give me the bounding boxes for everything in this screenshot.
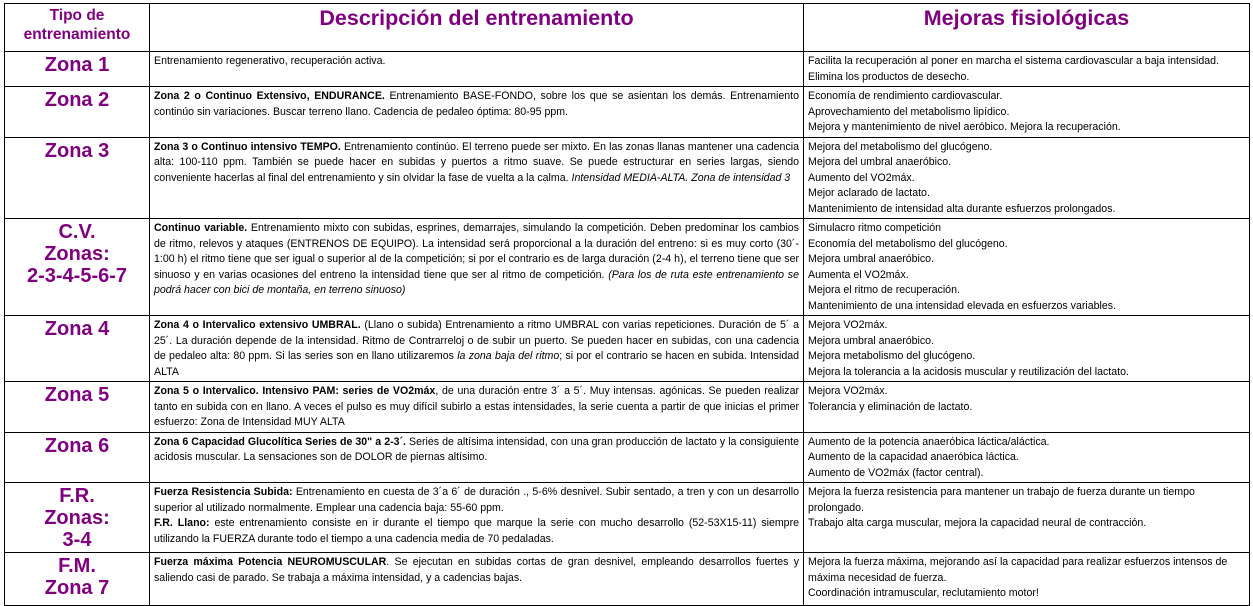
- mejoras-cell: [804, 316, 1250, 382]
- mejoras-cell: [804, 483, 1250, 553]
- description-text: Entrenamiento mixto con subidas, esprines, demarrajes, simulando la competición. Deben predominar los cambios de ritmo, relevos y ataques (ENTRENOS DE EQUIPO). La intensidad será proporcional a la duración del entreno: si es muy corto (30´- 1:00 h) el ritmo tiene que ser igual o superior al de la competición; si por el contrario es de larga duración (2-4 h), el terreno tiene que ser sinuoso y en varias ocasiones del entreno la intensidad tiene que ser al ritmo de competición.: [154, 222, 799, 281]
- description-text: este entrenamiento consiste en ir durante el tiempo que marque la serie con mucho desarrollo (52-53X15-11) siempre utilizando la FUERZA durante todo el tiempo a una cadencia media de 70 pedaladas.: [154, 517, 799, 545]
- description-text: Entrenamiento continúo. El terreno puede ser mixto. En las zonas llanas mantener una cadencia alta: 100-110 ppm. También se puede hacer en subidas y puertos a ritmo suave. Se puede estructurar en series largas, siendo conveniente hacerlas al final del entrenamiento y sin olvidar la fase de vuelta a la calma.: [154, 140, 799, 184]
- mejora-item: Aumento del VO2máx.: [808, 171, 915, 184]
- mejoras-cell: [804, 553, 1250, 606]
- zone-label: Zona 3: [44, 139, 110, 162]
- mejora-item: Mantenimiento de una intensidad elevada en esfuerzos variables.: [808, 299, 1117, 312]
- mejora-item: Economía de rendimiento cardiovascular.: [808, 90, 1003, 102]
- table-row: [5, 137, 1250, 219]
- zone-cell: [5, 87, 150, 138]
- mejora-item: Mantenimiento de intensidad alta durante esfuerzos prolongados.: [808, 202, 1116, 215]
- description-text: Entrenamiento en cuesta de 3´a 6´ de duración ., 5-6% desnivel. Subir sentado, a tren y con un desarrollo superior al utilizado normalmente. Emplear una cadencia baja: 55-60 ppm.: [154, 486, 799, 514]
- table-row: [5, 553, 1250, 606]
- mejora-item: Mejora metabolismo del glucógeno.: [808, 350, 976, 362]
- mejora-item: Mejora la fuerza máxima, mejorando así la capacidad para realizar esfuerzos intensos de máxima necesidad de fuerza.: [808, 556, 1228, 584]
- zone-label: Zonas:: [44, 507, 110, 529]
- zone-label: Zonas:: [44, 243, 110, 265]
- table-row: [5, 87, 1250, 138]
- header-tipo: [5, 4, 150, 52]
- description-title: Continuo variable.: [154, 222, 248, 234]
- training-zones-table: [4, 3, 1250, 606]
- zone-label: Zona 5: [44, 384, 110, 406]
- table-body: [5, 52, 1250, 606]
- mejora-item: Mejora VO2máx.: [808, 385, 888, 397]
- description-text: . Se ejecutan en subidas cortas de gran desnivel, empleando desarrollos fuertes y saliendo casi de parado. Se trabaja a máxima intensidad, y a cadencias bajas.: [154, 556, 799, 584]
- description-cell: [150, 52, 804, 87]
- zone-label: C.V.: [58, 221, 96, 243]
- description-title: Zona 4 o Intervalico extensivo UMBRAL.: [154, 319, 361, 331]
- zone-label: 2-3-4-5-6-7: [26, 265, 128, 287]
- mejora-item: Mejora la fuerza resistencia para mantener un trabajo de fuerza durante un tiempo prolongado.: [808, 486, 1195, 514]
- description-cell: [150, 432, 804, 483]
- zone-label: Zona 6: [44, 434, 110, 457]
- description-cell: [150, 553, 804, 606]
- zone-label: Zona 4: [44, 318, 110, 340]
- zone-cell: [5, 432, 150, 483]
- mejora-item: Mejora del umbral anaeróbico.: [808, 156, 952, 168]
- mejora-item: Mejora del metabolismo del glucógeno.: [808, 140, 993, 153]
- zone-label: 3-4: [62, 529, 92, 551]
- description-title: Zona 5 o Intervalico. Intensivo PAM: series de VO2máx: [154, 385, 436, 397]
- zone-cell: [5, 553, 150, 606]
- header-descripcion: Descripción del entrenamiento: [150, 4, 804, 52]
- mejora-item: Facilita la recuperación al poner en marcha el sistema cardiovascular a baja intensidad. Elimina los productos de desecho.: [808, 55, 1220, 83]
- mejora-item: Aumento de VO2máx (factor central).: [808, 466, 984, 479]
- mejora-item: Mejora VO2máx.: [808, 319, 888, 331]
- zone-cell: [5, 382, 150, 433]
- zone-cell: [5, 483, 150, 553]
- mejoras-cell: [804, 137, 1250, 219]
- description-text: Entrenamiento regenerativo, recuperación activa.: [154, 55, 386, 67]
- table-row: [5, 316, 1250, 382]
- zone-label: F.R.: [59, 485, 95, 507]
- header-mejoras: Mejoras fisiológicas: [804, 4, 1250, 52]
- description-text: ; si por el contrario se hacen en subida. Intensidad ALTA: [154, 350, 799, 378]
- table-row: [5, 52, 1250, 87]
- description-title: Fuerza Resistencia Subida:: [154, 486, 293, 498]
- description-title: Zona 2 o Continuo Extensivo, ENDURANCE.: [154, 90, 385, 102]
- description-cell: [150, 219, 804, 316]
- description-title: F.R. Llano:: [154, 517, 210, 529]
- mejora-item: Mejor aclarado de lactato.: [808, 187, 930, 199]
- zone-cell: [5, 219, 150, 316]
- description-italic-text: Intensidad MEDIA-ALTA. Zona de intensidad 3: [571, 171, 791, 184]
- mejoras-cell: [804, 219, 1250, 316]
- mejora-item: Mejora y mantenimiento de nivel aeróbico. Mejora la recuperación.: [808, 121, 1121, 133]
- table-row: [5, 382, 1250, 433]
- mejora-item: Aumento de la capacidad anaeróbica láctica.: [808, 451, 1019, 463]
- mejora-item: Aprovechamiento del metabolismo lipídico.: [808, 105, 1010, 118]
- table-row: [5, 432, 1250, 483]
- table-row: [5, 219, 1250, 316]
- table-row: [5, 483, 1250, 553]
- mejoras-cell: [804, 432, 1250, 483]
- mejora-item: Tolerancia y eliminación de lactato.: [808, 400, 973, 413]
- description-cell: [150, 483, 804, 553]
- mejora-item: Trabajo alta carga muscular, mejora la capacidad neural de contracción.: [808, 517, 1147, 529]
- zone-label: Zona 2: [44, 89, 110, 111]
- description-title: Zona 6 Capacidad Glucolítica Series de 30" a 2-3´.: [154, 435, 406, 448]
- description-italic-text: la zona baja del ritmo: [457, 350, 560, 362]
- zone-label: Zona 1: [44, 54, 110, 76]
- header-tipo-line2: entrenamiento: [23, 26, 131, 43]
- description-text: , de una duración entre 3´ a 5´. Muy intensas. agónicas. Se pueden realizar tanto en subida con en llano. A veces el pulso es muy difícil subirlo a estas intensidades, la serie cuenta a partir de que inicias el primer esfuerzo: Zona de Intensidad MUY ALTA: [154, 385, 799, 428]
- description-cell: [150, 87, 804, 138]
- mejora-item: Simulacro ritmo competición: [808, 222, 942, 234]
- description-cell: [150, 316, 804, 382]
- zone-label: F.M.: [58, 555, 96, 577]
- description-text: Entrenamiento BASE-FONDO, sobre los que se asientan los demás. Entrenamiento continúo sin variaciones. Buscar terreno llano. Cadencia de pedaleo óptima: 80-95 ppm.: [154, 90, 799, 118]
- description-title: Fuerza máxima Potencia NEUROMUSCULAR: [154, 556, 387, 568]
- zone-cell: [5, 137, 150, 219]
- description-italic-text: (Para los de ruta este entrenamiento se podrá hacer con bici de montaña, en terreno sinuoso): [154, 268, 799, 296]
- mejoras-cell: [804, 52, 1250, 87]
- mejoras-cell: [804, 87, 1250, 138]
- mejora-item: Economía del metabolismo del glucógeno.: [808, 237, 1008, 250]
- zone-label: Zona 7: [44, 577, 110, 599]
- mejora-item: Coordinación intramuscular, reclutamiento motor!: [808, 587, 1039, 599]
- header-tipo-line1: Tipo de: [49, 7, 105, 24]
- description-cell: [150, 137, 804, 219]
- description-text: (Llano o subida) Entrenamiento a ritmo UMBRAL con varias repeticiones. Duración de 5´ a 25´. La duración depende de la intensidad. Ritmo de Contrarreloj o de subir un puerto. Se pueden hacer en subidas, con una cadencia de pedaleo alta: 80 ppm. Si las series son en llano utilizaremos: [154, 319, 800, 362]
- description-text: Series de altísima intensidad, con una gran producción de lactato y la consiguiente acidosis muscular. La sensaciones son de DOLOR de piernas altísimo.: [154, 435, 799, 463]
- mejora-item: Mejora la tolerancia a la acidosis muscular y reutilización del lactato.: [808, 365, 1129, 378]
- mejora-item: Aumento de la potencia anaeróbica láctica/aláctica.: [808, 435, 1050, 448]
- mejora-item: Mejora umbral anaeróbico.: [808, 253, 935, 265]
- mejora-item: Mejora el ritmo de recuperación.: [808, 284, 960, 296]
- zone-cell: [5, 316, 150, 382]
- mejoras-cell: [804, 382, 1250, 433]
- mejora-item: Mejora umbral anaeróbico.: [808, 334, 935, 347]
- description-cell: [150, 382, 804, 433]
- zone-cell: [5, 52, 150, 87]
- description-title: Zona 3 o Continuo intensivo TEMPO.: [154, 140, 341, 153]
- header-row: [5, 4, 1250, 52]
- mejora-item: Aumenta el VO2máx.: [808, 268, 909, 281]
